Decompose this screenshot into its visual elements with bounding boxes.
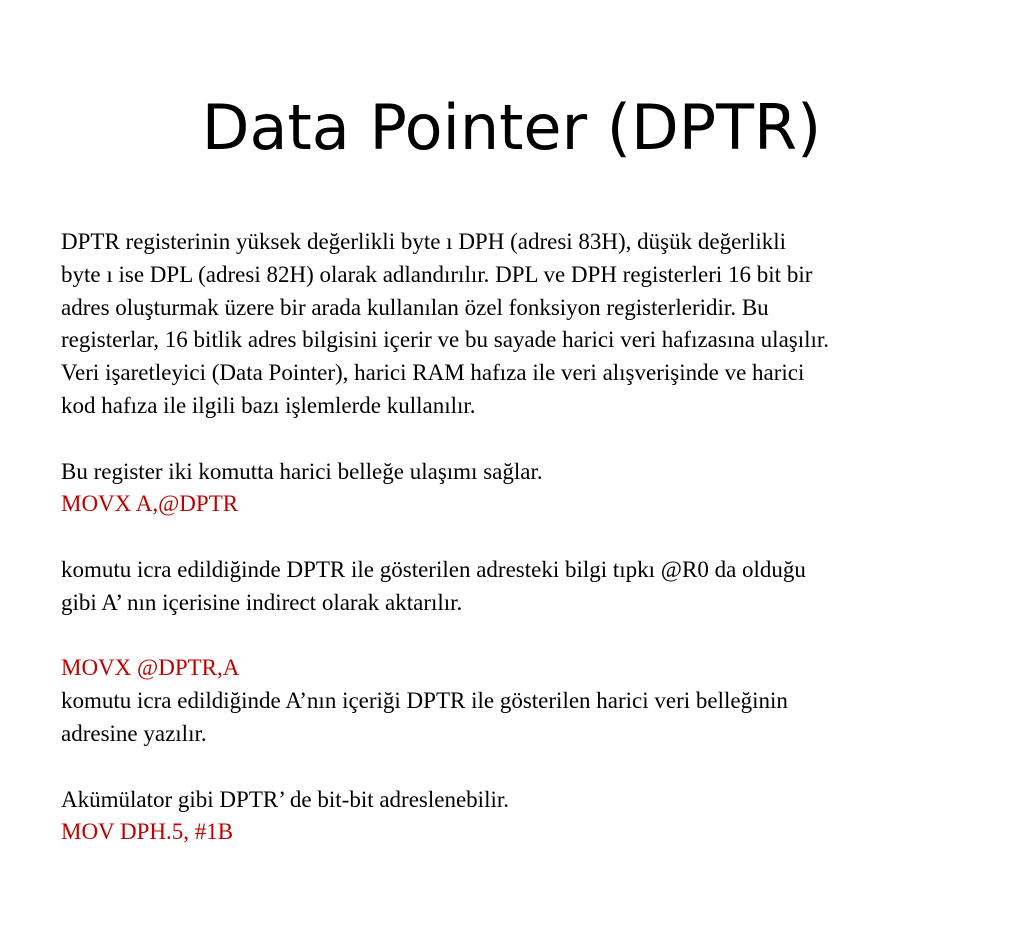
paragraph-line: DPTR registerinin yüksek değerlikli byte ı DPH (adresi 83H), düşük değerlikli [61,229,787,254]
register-intro-text: Bu register iki komutta harici belleğe ulaşımı sağlar. [61,458,543,484]
code1-description-line: komutu icra edildiğinde DPTR ile gösterilen adresteki bilgi tıpkı @R0 da olduğu [61,556,806,582]
paragraph-line: byte ı ise DPL (adresi 82H) olarak adlandırılır. DPL ve DPH registerleri 16 bit bir [61,261,813,287]
spacer [61,521,991,554]
code-movx-a-dptr: MOVX A,@DPTR [61,491,239,517]
code1-description-line: gibi A’ nın içerisine indirect olarak aktarılır. [61,589,463,615]
bit-addressing-note: Akümülator gibi DPTR’ de bit-bit adreslenebilir. [61,786,509,812]
code2-description-line: adresine yazılır. [61,720,207,746]
code-movx-dptr-a: MOVX @DPTR,A [61,655,240,681]
slide-body [61,226,991,849]
paragraph-line: kod hafıza ile ilgili bazı işlemlerde kullanılır. [61,392,476,418]
slide-title: Data Pointer (DPTR) [201,91,822,164]
spacer [61,423,991,456]
paragraph-line: Veri işaretleyici (Data Pointer), harici RAM hafıza ile veri alışverişinde ve harici [61,360,805,386]
spacer [61,620,991,653]
code2-description-line: komutu icra edildiğinde A’nın içeriği DPTR ile gösterilen harici veri belleğinin [61,688,788,714]
spacer [61,751,991,784]
paragraph-line: adres oluşturmak üzere bir arada kullanılan özel fonksiyon registerleridir. Bu [61,294,769,320]
paragraph-line: registerlar, 16 bitlik adres bilgisini içerir ve bu sayade harici veri hafızasına ulaşılır. [61,327,830,353]
code-mov-dph5: MOV DPH.5, #1B [61,819,234,845]
